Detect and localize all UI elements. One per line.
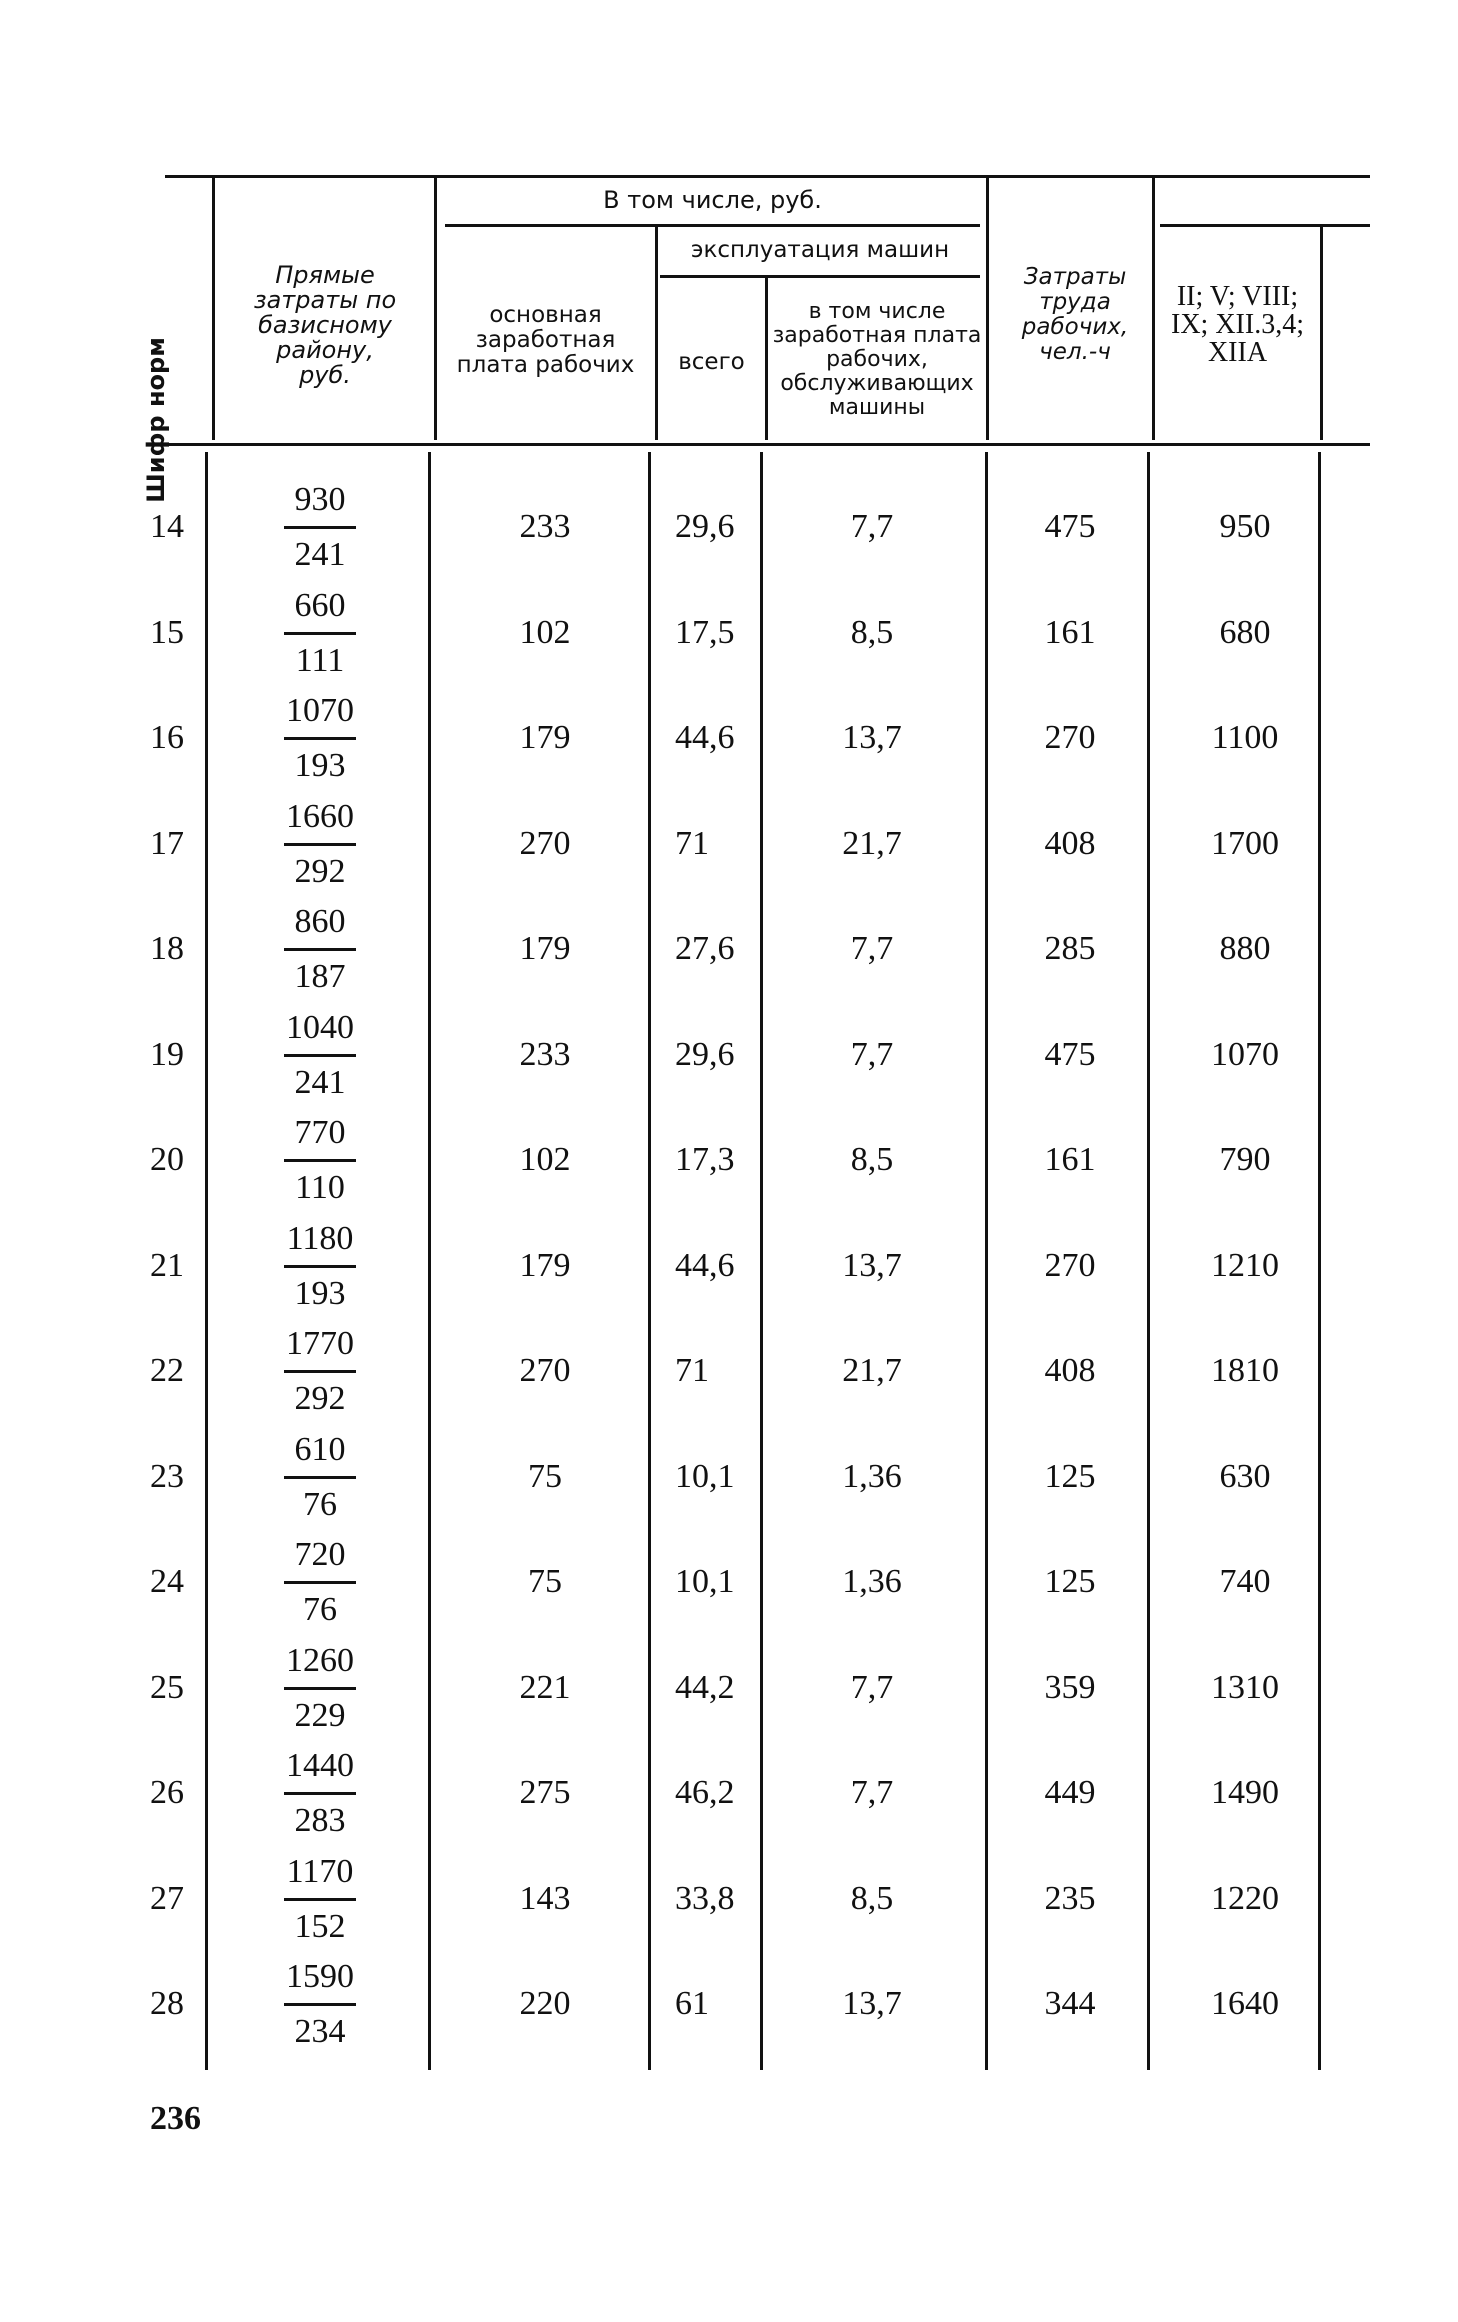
direct-costs-total: 1590 xyxy=(286,1958,354,1995)
row-code: 16 xyxy=(150,719,184,756)
row-base-wage: 270 xyxy=(519,1352,571,1389)
row-direct-costs xyxy=(284,1960,356,2049)
row-code: 28 xyxy=(150,1985,184,2022)
row-base-wage: 221 xyxy=(519,1668,571,1706)
direct-costs-wage: 111 xyxy=(295,641,345,679)
row-direct-costs xyxy=(284,797,356,890)
row-labor: 475 xyxy=(1044,508,1096,545)
row-machine-total: 44,6 xyxy=(675,719,735,756)
row-machine-total: 17,5 xyxy=(675,613,735,651)
direct-costs-wage: 229 xyxy=(294,1696,346,1734)
direct-costs-total: 1440 xyxy=(286,1747,354,1784)
row-code: 17 xyxy=(150,824,184,862)
row-labor: 285 xyxy=(1044,930,1096,967)
direct-costs-wage: 152 xyxy=(294,1907,346,1945)
col-rule-6-header xyxy=(1152,178,1155,440)
direct-costs-total: 1170 xyxy=(286,1852,354,1890)
row-regions: 1070 xyxy=(1211,1035,1279,1073)
row-machine-total: 61 xyxy=(675,1985,709,2022)
direct-costs-total: 660 xyxy=(294,586,346,624)
fraction-bar xyxy=(284,1898,356,1901)
row-direct-costs xyxy=(284,1641,356,1734)
row-labor: 125 xyxy=(1044,1457,1096,1495)
fraction-bar xyxy=(284,1159,356,1162)
col-rule-7-body xyxy=(1318,452,1321,2070)
fraction-bar xyxy=(284,1054,356,1057)
row-base-wage: 75 xyxy=(528,1563,562,1600)
direct-costs-wage: 193 xyxy=(294,747,346,784)
row-regions: 680 xyxy=(1219,613,1271,651)
direct-costs-total: 720 xyxy=(294,1536,346,1573)
header-labor: Затраты труда рабочих, чел.-ч xyxy=(1021,264,1129,365)
direct-costs-wage: 241 xyxy=(294,536,346,573)
col-rule-4-header xyxy=(765,278,768,440)
row-direct-costs xyxy=(284,1008,356,1101)
row-base-wage: 270 xyxy=(519,824,571,862)
direct-costs-total: 930 xyxy=(294,481,346,518)
machine-op-under-rule xyxy=(660,275,980,278)
row-regions: 1210 xyxy=(1211,1246,1279,1284)
row-labor: 344 xyxy=(1044,1985,1096,2022)
fraction-bar xyxy=(284,1792,356,1795)
direct-costs-total: 1770 xyxy=(286,1325,354,1362)
direct-costs-wage: 292 xyxy=(294,852,346,890)
row-machine-wage: 8,5 xyxy=(850,1879,894,1917)
direct-costs-total: 1040 xyxy=(286,1008,354,1046)
row-machine-total: 29,6 xyxy=(675,508,735,545)
direct-costs-wage: 193 xyxy=(294,1274,346,1312)
row-direct-costs xyxy=(284,1430,356,1523)
row-base-wage: 179 xyxy=(519,1246,571,1284)
fraction-bar xyxy=(284,737,356,740)
row-labor: 449 xyxy=(1044,1774,1096,1811)
header-code: Шифр норм xyxy=(142,337,170,503)
row-regions: 790 xyxy=(1219,1141,1271,1178)
row-base-wage: 179 xyxy=(519,930,571,967)
row-regions: 630 xyxy=(1219,1457,1271,1495)
row-machine-total: 71 xyxy=(675,824,709,862)
fraction-bar xyxy=(284,1581,356,1584)
row-direct-costs xyxy=(284,1852,356,1945)
row-regions: 1700 xyxy=(1211,824,1279,862)
header-regions: II; V; VIII; IX; XII.3,4; XIIA xyxy=(1171,281,1304,368)
direct-costs-wage: 76 xyxy=(303,1485,337,1523)
row-base-wage: 75 xyxy=(528,1457,562,1495)
row-base-wage: 179 xyxy=(519,719,571,756)
row-code: 21 xyxy=(150,1246,184,1284)
row-labor: 125 xyxy=(1044,1563,1096,1600)
row-direct-costs xyxy=(284,586,356,679)
row-code: 14 xyxy=(150,508,184,545)
row-machine-total: 27,6 xyxy=(675,930,735,967)
row-machine-total: 33,8 xyxy=(675,1879,735,1917)
row-labor: 270 xyxy=(1044,1246,1096,1284)
row-base-wage: 233 xyxy=(519,1035,571,1073)
row-regions: 1810 xyxy=(1211,1352,1279,1389)
row-machine-wage: 13,7 xyxy=(842,719,902,756)
direct-costs-total: 610 xyxy=(294,1430,346,1468)
direct-costs-wage: 234 xyxy=(294,2013,346,2050)
row-machine-total: 46,2 xyxy=(675,1774,735,1811)
row-machine-total: 44,2 xyxy=(675,1668,735,1706)
fraction-bar xyxy=(284,1370,356,1373)
row-machine-wage: 21,7 xyxy=(842,1352,902,1389)
row-machine-wage: 7,7 xyxy=(850,508,894,545)
row-machine-wage: 1,36 xyxy=(842,1563,902,1600)
direct-costs-total: 860 xyxy=(294,903,346,940)
col-rule-3-header xyxy=(655,227,658,440)
row-machine-total: 71 xyxy=(675,1352,709,1389)
row-base-wage: 220 xyxy=(519,1985,571,2022)
row-code: 26 xyxy=(150,1774,184,1811)
row-regions: 950 xyxy=(1219,508,1271,545)
header-base-wage: основная заработная плата рабочих xyxy=(456,301,635,378)
header-machine-wage: в том числе заработная плата рабочих, обслуживающих машины xyxy=(772,299,982,420)
row-labor: 408 xyxy=(1044,824,1096,862)
row-code: 15 xyxy=(150,613,184,651)
direct-costs-total: 1660 xyxy=(286,797,354,835)
row-machine-total: 29,6 xyxy=(675,1035,735,1073)
row-labor: 408 xyxy=(1044,1352,1096,1389)
direct-costs-total: 1180 xyxy=(286,1219,354,1257)
page-number: 236 xyxy=(150,2100,201,2137)
direct-costs-wage: 110 xyxy=(295,1169,345,1206)
row-code: 18 xyxy=(150,930,184,967)
row-machine-wage: 8,5 xyxy=(850,1141,894,1178)
row-machine-wage: 1,36 xyxy=(842,1457,902,1495)
row-regions: 1490 xyxy=(1211,1774,1279,1811)
row-direct-costs xyxy=(284,1327,356,1416)
row-base-wage: 143 xyxy=(519,1879,571,1917)
row-direct-costs xyxy=(284,1538,356,1627)
col-rule-5-body xyxy=(985,452,988,2070)
row-direct-costs xyxy=(284,694,356,783)
row-machine-wage: 7,7 xyxy=(850,1668,894,1706)
row-labor: 270 xyxy=(1044,719,1096,756)
row-direct-costs xyxy=(284,483,356,572)
row-code: 25 xyxy=(150,1668,184,1706)
col-rule-4-body xyxy=(760,452,763,2070)
direct-costs-total: 1260 xyxy=(286,1641,354,1679)
row-code: 24 xyxy=(150,1563,184,1600)
row-code: 23 xyxy=(150,1457,184,1495)
fraction-bar xyxy=(284,843,356,846)
row-code: 20 xyxy=(150,1141,184,1178)
row-code: 19 xyxy=(150,1035,184,1073)
row-labor: 235 xyxy=(1044,1879,1096,1917)
col-rule-3-body xyxy=(648,452,651,2070)
row-code: 27 xyxy=(150,1879,184,1917)
row-base-wage: 275 xyxy=(519,1774,571,1811)
fraction-bar xyxy=(284,1265,356,1268)
col-rule-2-body xyxy=(428,452,431,2070)
col-rule-1-body xyxy=(205,452,208,2070)
header-direct-costs: Прямые затраты по базисному району, руб. xyxy=(253,260,397,389)
direct-costs-wage: 241 xyxy=(294,1063,346,1101)
row-machine-total: 10,1 xyxy=(675,1563,735,1600)
row-labor: 475 xyxy=(1044,1035,1096,1073)
col-rule-2-header xyxy=(434,178,437,440)
direct-costs-wage: 76 xyxy=(303,1591,337,1628)
row-regions: 1310 xyxy=(1211,1668,1279,1706)
row-machine-total: 44,6 xyxy=(675,1246,735,1284)
row-regions: 1220 xyxy=(1211,1879,1279,1917)
row-code: 22 xyxy=(150,1352,184,1389)
fraction-bar xyxy=(284,526,356,529)
direct-costs-total: 1070 xyxy=(286,692,354,729)
header-machine-op: эксплуатация машин xyxy=(690,236,950,263)
direct-costs-wage: 283 xyxy=(294,1802,346,1839)
col-rule-6-body xyxy=(1147,452,1150,2070)
row-base-wage: 102 xyxy=(519,613,571,651)
row-machine-wage: 21,7 xyxy=(842,824,902,862)
fraction-bar xyxy=(284,1476,356,1479)
header-bottom-rule xyxy=(165,443,1370,446)
row-direct-costs xyxy=(284,1116,356,1205)
col-rule-1-header xyxy=(212,178,215,440)
direct-costs-total: 770 xyxy=(294,1114,346,1151)
row-machine-total: 17,3 xyxy=(675,1141,735,1178)
row-direct-costs xyxy=(284,1219,356,1312)
fraction-bar xyxy=(284,2003,356,2006)
row-regions: 1640 xyxy=(1211,1985,1279,2022)
row-machine-wage: 13,7 xyxy=(842,1985,902,2022)
direct-costs-wage: 292 xyxy=(294,1380,346,1417)
row-base-wage: 233 xyxy=(519,508,571,545)
row-regions: 880 xyxy=(1219,930,1271,967)
row-machine-wage: 8,5 xyxy=(850,613,894,651)
row-machine-wage: 7,7 xyxy=(850,930,894,967)
row-labor: 359 xyxy=(1044,1668,1096,1706)
fraction-bar xyxy=(284,948,356,951)
row-machine-wage: 13,7 xyxy=(842,1246,902,1284)
direct-costs-wage: 187 xyxy=(294,958,346,995)
including-under-rule xyxy=(445,224,980,227)
row-direct-costs xyxy=(284,905,356,994)
regions-under-rule xyxy=(1160,224,1370,227)
header-machine-total: всего xyxy=(678,348,745,375)
row-machine-wage: 7,7 xyxy=(850,1035,894,1073)
row-labor: 161 xyxy=(1044,613,1096,651)
fraction-bar xyxy=(284,1687,356,1690)
row-regions: 740 xyxy=(1219,1563,1271,1600)
row-base-wage: 102 xyxy=(519,1141,571,1178)
row-direct-costs xyxy=(284,1749,356,1838)
header-including: В том числе, руб. xyxy=(603,185,822,214)
row-machine-wage: 7,7 xyxy=(850,1774,894,1811)
fraction-bar xyxy=(284,632,356,635)
row-labor: 161 xyxy=(1044,1141,1096,1178)
col-rule-5-header xyxy=(986,178,989,440)
row-machine-total: 10,1 xyxy=(675,1457,735,1495)
col-rule-7-header xyxy=(1320,227,1323,440)
row-regions: 1100 xyxy=(1211,719,1279,756)
